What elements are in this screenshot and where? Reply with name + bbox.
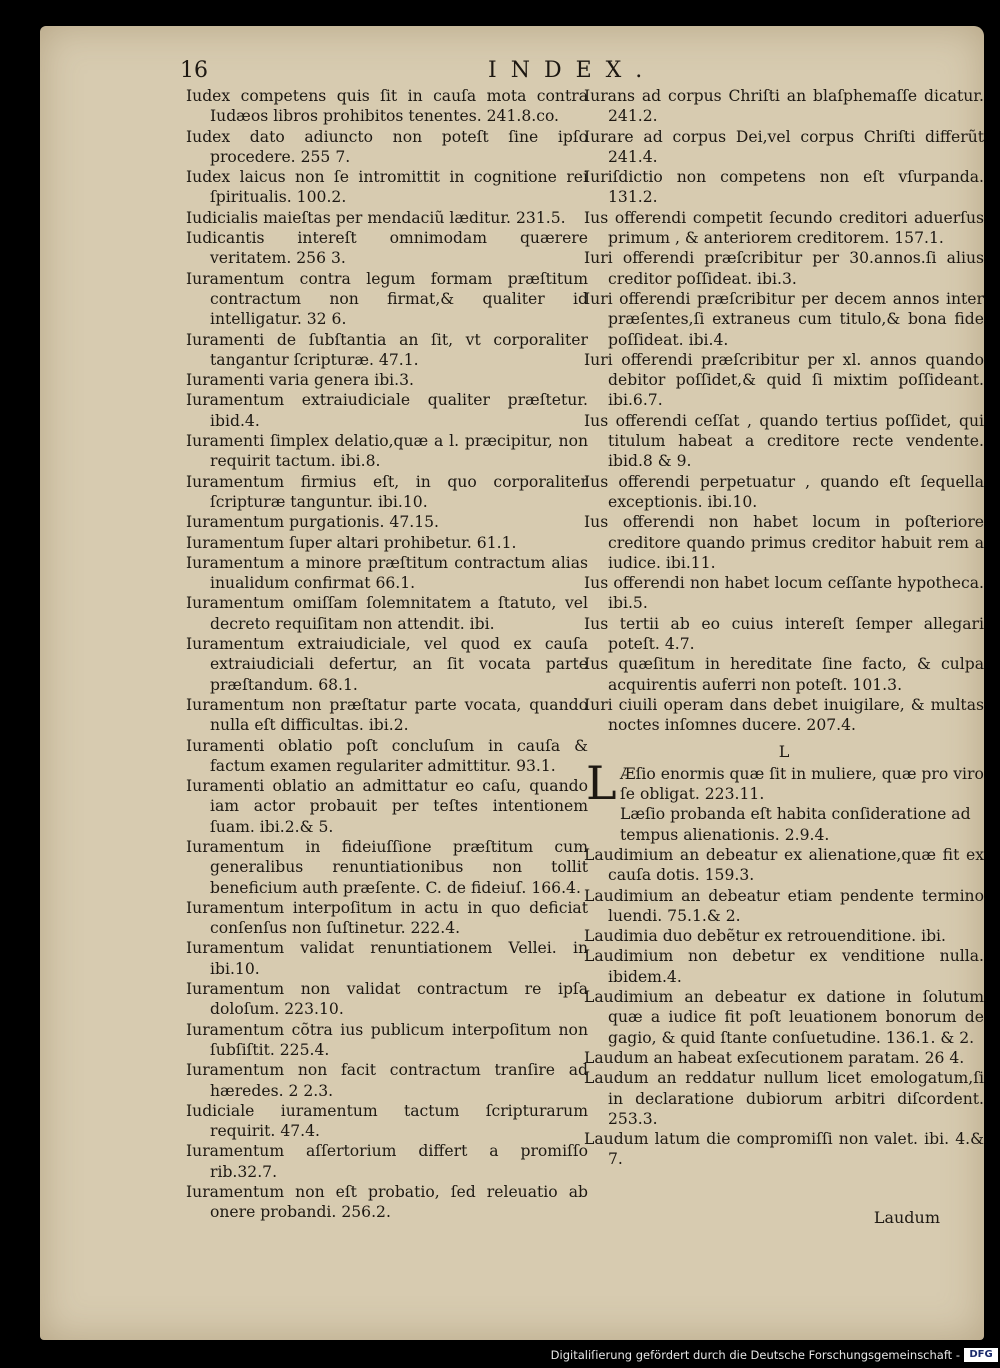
index-entry: Ius offerendi ceſſat , quando tertius poſſidet, qui titulum habeat a creditore recte vendente. ibid.8 & 9. <box>584 411 984 471</box>
dropcap-entry <box>584 755 984 810</box>
index-entry: Ius offerendi non habet locum in poſteriore creditore quando primus creditor habuit rem a iudice. ibi.11. <box>584 513 984 572</box>
dfg-logo: DFG <box>964 1348 998 1362</box>
index-entry: Iuramentum in fideiuſſione præſtitum cum generalibus renuntiationibus non tollit beneficium auth præſente. C. de fideiuſ. 166.4. <box>186 837 588 897</box>
index-entry: Laudimium an debeatur ex alienatione,quæ fit ex cauſa dotis. 159.3. <box>584 845 984 885</box>
right-column <box>584 86 984 1170</box>
index-entry: Laudimia duo debẽtur ex retrouenditione. ibi. <box>584 927 946 946</box>
index-entry: Iuramentum a minore præſtitum contractum alias inualidum confirmat 66.1. <box>186 553 588 593</box>
index-entry: Iuriſdictio non competens non eſt vſurpanda. 131.2. <box>584 168 984 207</box>
index-entry: Laudum an habeat exſecutionem paratam. 26 4. <box>584 1048 965 1067</box>
index-entry: Laudum an reddatur nullum licet emologatum,ſi in declaratione dubiorum arbitri diſcordent. 253.3. <box>584 1069 984 1128</box>
index-entry: Iuramenti oblatio an admittatur eo caſu, quando iam actor probauit per teſtes intentionem ſuam. ibi.2.& 5. <box>186 777 588 836</box>
index-entry: Iuramentum purgationis. 47.15. <box>186 513 440 532</box>
index-entry: Iuramentum interpoſitum in actu in quo deficiat conſenſus non ſuſtinetur. 222.4. <box>186 898 588 938</box>
index-entry: Iuramentum omiſſam ſolemnitatem a ſtatuto, vel decreto requiſitam non attendit. ibi. <box>186 594 588 633</box>
index-entry: Laudimium an debeatur ex datione in ſolutum quæ a iudice fit poſt leuationem bonorum de gagio, & quid ſtante conſuetudine. 136.1. & 2. <box>584 988 984 1047</box>
index-entry: Ius offerendi competit ſecundo creditori aduerſus primum , & anteriorem creditorem. 157.1. <box>584 208 984 248</box>
page-number: 16 <box>180 58 208 83</box>
left-column <box>186 86 588 1223</box>
index-entry: Ius quæſitum in hereditate ſine facto, & culpa acquirentis auferri non poteſt. 101.3. <box>584 655 984 694</box>
dropcap-initial: L <box>586 755 617 810</box>
index-entry: Iudicialis maieſtas per mendaciũ læditur. 231.5. <box>186 208 566 227</box>
index-entry: Iuramenti ſimplex delatio,quæ a l. præcipitur, non requirit tactum. ibi.8. <box>186 432 588 471</box>
page-header <box>40 58 984 88</box>
index-entry: Iuramentum extraiudiciale, vel quod ex cauſa extraiudiciali defertur, an ſit vocata parte præſtandum. 68.1. <box>186 635 588 694</box>
index-entry: Iudex dato adiuncto non poteſt ſine ipſo procedere. 255 7. <box>186 127 588 166</box>
index-entry: Iuramentum non præſtatur parte vocata, quando nulla eſt difficultas. ibi.2. <box>186 695 588 735</box>
index-entry: Iuramentum firmius eſt, in quo corporaliter ſcripturæ tanguntur. ibi.10. <box>186 472 588 511</box>
index-entry: Ius tertii ab eo cuius intereſt ſemper allegari poteſt. 4.7. <box>584 614 984 654</box>
digitization-footer <box>0 1346 1000 1368</box>
index-entry: Iuramenti oblatio poſt concluſum in cauſa & factum examen regulariter admittitur. 93.1. <box>186 736 588 775</box>
catchword: Laudum <box>873 1208 940 1227</box>
index-entry: Laudimium an debeatur etiam pendente termino luendi. 75.1.& 2. <box>584 886 984 925</box>
index-entry: Iuramenti varia genera ibi.3. <box>186 371 415 390</box>
index-entry: Iudex laicus non ſe intromittit in cognitione rei ſpiritualis. 100.2. <box>186 168 588 207</box>
index-entry: Laudimium non debetur ex venditione nulla. ibidem.4. <box>584 947 984 986</box>
index-entry: Iuri offerendi præſcribitur per decem annos inter præſentes,ſi extraneus cum titulo,& bona fide poſſideat. ibi.4. <box>584 289 984 349</box>
index-entry: Iudex competens quis ſit in cauſa mota contra Iudæos libros prohibitos tenentes. 241.8.co. <box>186 87 588 126</box>
index-entry: Iuramentum contra legum formam præſtitum contractum non firmat,& qualiter id intelligatur. 32 6. <box>186 269 588 329</box>
index-entry: Iuramenti de ſubſtantia an ſit, vt corporaliter tangantur ſcripturæ. 47.1. <box>186 330 588 369</box>
book-page <box>40 26 984 1340</box>
index-entry: Iuri ciuili operam dans debet inuigilare, & multas noctes inſomnes ducere. 207.4. <box>584 695 984 735</box>
index-entry: Iurans ad corpus Chriſti an blaſphemaſſe dicatur. 241.2. <box>584 87 984 126</box>
index-entry: Iuramentum aſſertorium differt a promiſſo rib.32.7. <box>186 1142 588 1181</box>
footer-credit: Digitaliſierung gefördert durch die Deutsche Forschungsgemeinschaft - <box>550 1348 960 1362</box>
index-entry: Laudum latum die compromiſſi non valet. ibi. 4.& 7. <box>584 1130 984 1169</box>
index-entry: Iuramentum extraiudiciale qualiter præſtetur. ibid.4. <box>186 391 588 430</box>
index-entry: Iuramentum non eſt probatio, ſed releuatio ab onere probandi. 256.2. <box>186 1183 588 1222</box>
index-entry: Iurare ad corpus Dei,vel corpus Chriſti differũt 241.4. <box>584 127 984 166</box>
index-entry: Iuri offerendi præſcribitur per xl. annos quando debitor poſſidet,& quid ſi mixtim poſſideant. ibi.6.7. <box>584 350 984 410</box>
index-entry: Ius offerendi perpetuatur , quando eſt ſequella exceptionis. ibi.10. <box>584 472 984 511</box>
index-entry: Iudicantis intereſt omnimodam quærere veritatem. 256 3. <box>186 229 588 268</box>
index-entry: Iuramentum validat renuntiationem Vellei. in ibi.10. <box>186 939 588 978</box>
index-entry: Iuramentum non facit contractum tranſire ad hæredes. 2 2.3. <box>186 1061 588 1100</box>
index-entry: Iuramentum cõtra ius publicum interpoſitum non ſubſiſtit. 225.4. <box>186 1020 588 1059</box>
section-letter-l: L <box>778 741 790 761</box>
right-column-i-entries <box>584 86 984 736</box>
index-entry: Iuramentum non validat contractum re ipſa doloſum. 223.10. <box>186 980 588 1019</box>
index-entry: Ius offerendi non habet locum ceſſante hypotheca. ibi.5. <box>584 574 984 613</box>
dropcap-entry-text: Æſio enormis quæ ſit in muliere, quæ pro viro ſe obligat. 223.11. <box>620 764 984 804</box>
right-column-l-entries <box>584 845 984 1170</box>
running-title: INDEX. <box>488 58 657 83</box>
index-entry: Iuri offerendi præſcribitur per 30.annos.ſi alius creditor poſſideat. ibi.3. <box>584 249 984 288</box>
index-entry: Læſio probanda eſt habita conſideratione ad tempus alienationis. 2.9.4. <box>620 805 971 844</box>
index-entry: Iuramentum ſuper altari prohibetur. 61.1. <box>186 533 517 552</box>
index-entry: Iudiciale iuramentum tactum ſcripturarum requirit. 47.4. <box>186 1101 588 1141</box>
